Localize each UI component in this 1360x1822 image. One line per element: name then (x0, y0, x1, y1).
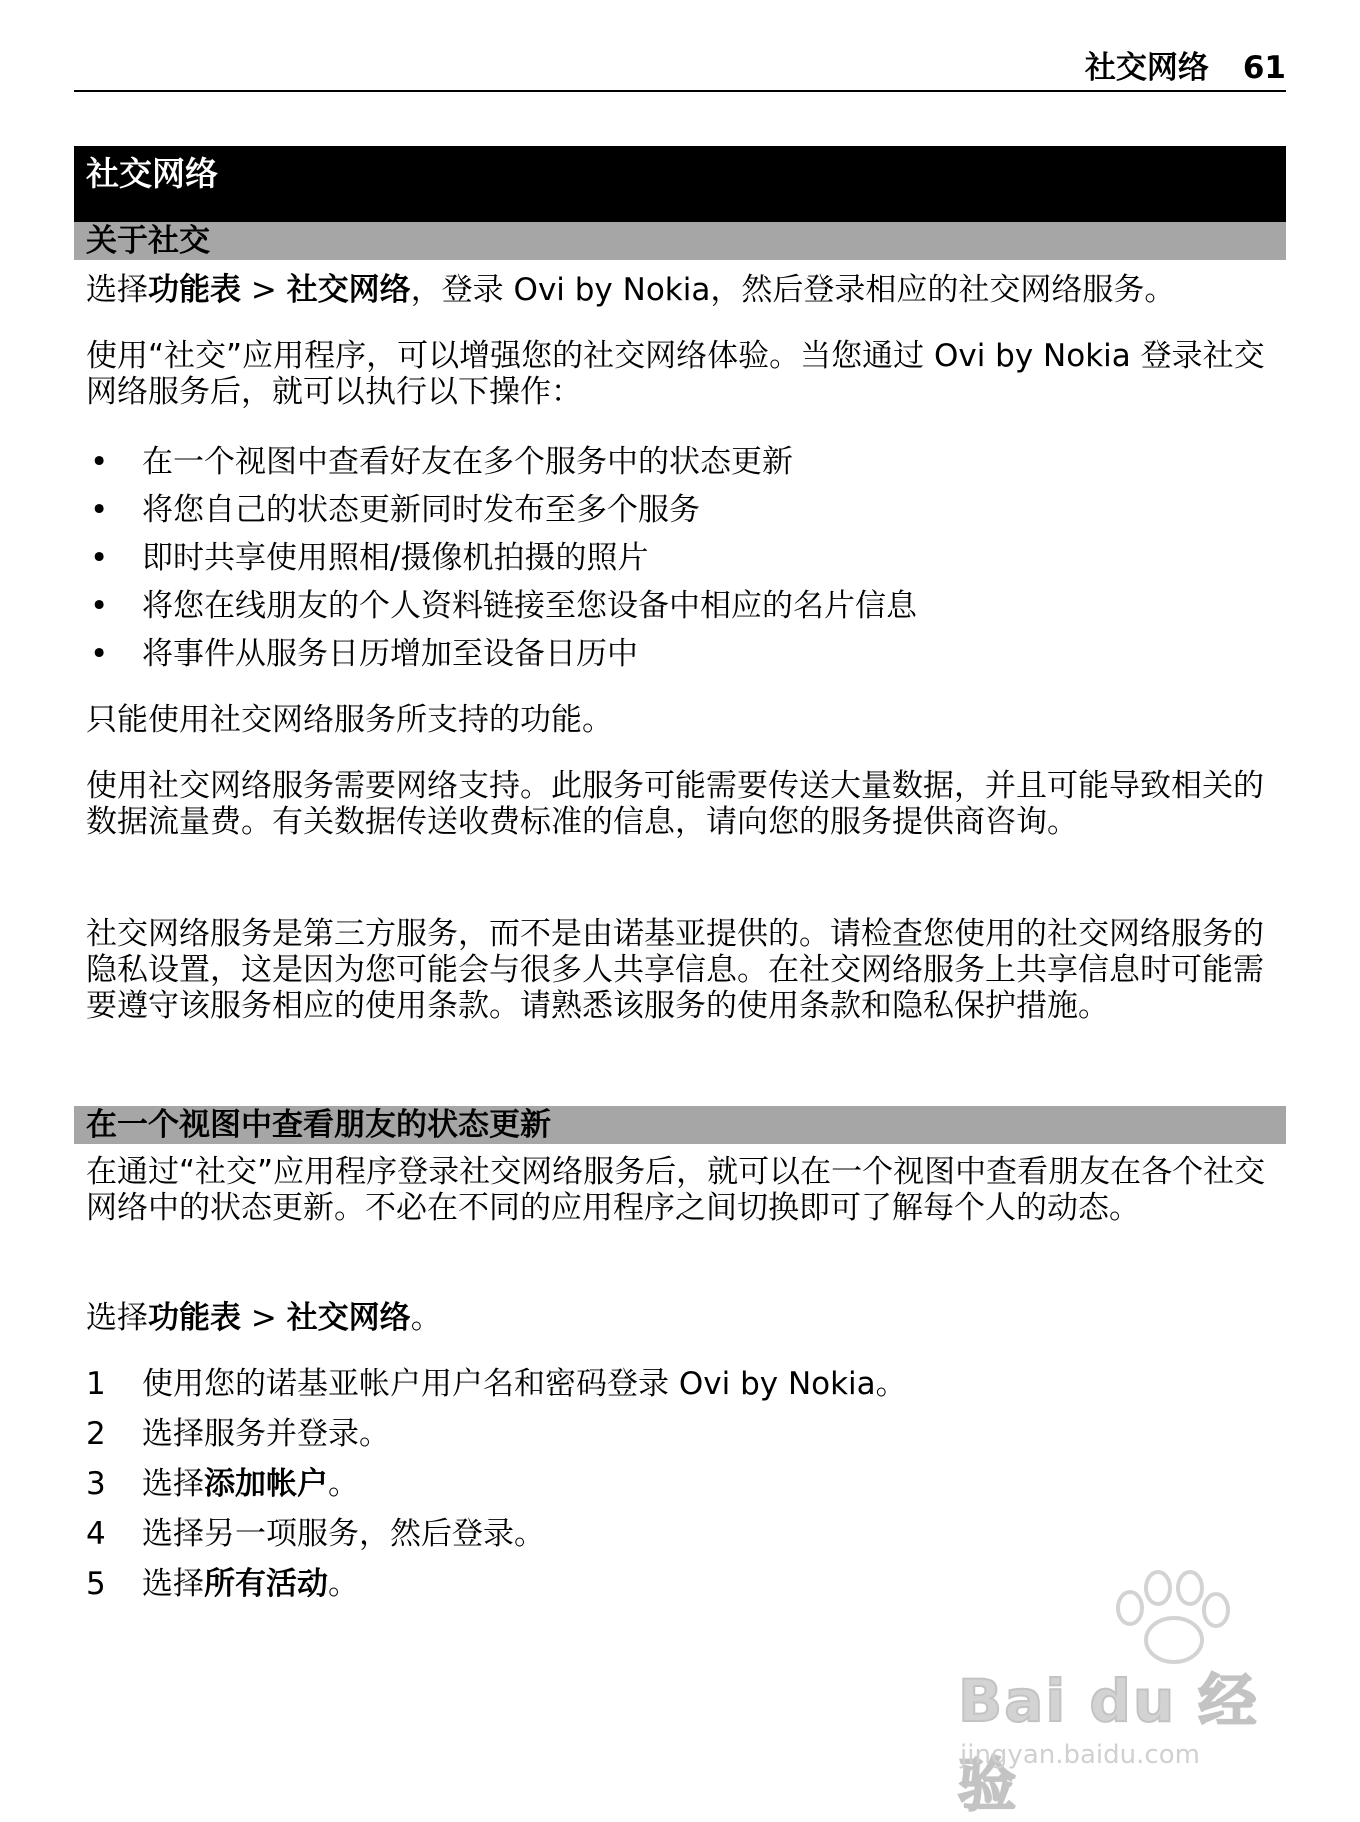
section-heading-status: 在一个视图中查看朋友的状态更新 (74, 1106, 1286, 1144)
paw-icon (1100, 1568, 1240, 1668)
watermark-brand: Bai du 经验 (958, 1667, 1259, 1819)
list-item: • 将您在线朋友的个人资料链接至您设备中相应的名片信息 (90, 588, 917, 624)
text-fragment: 。 (410, 1300, 442, 1336)
menu-path-item: 社交网络 (286, 1300, 411, 1336)
list-item: • 将事件从服务日历增加至设备日历中 (90, 636, 638, 672)
menu-path-menu: 功能表 (148, 272, 241, 308)
step-number: 1 (86, 1366, 106, 1402)
bullet-icon: • (90, 492, 109, 528)
menu-path-arrow: > (241, 272, 287, 308)
bullet-icon: • (90, 588, 109, 624)
menu-path-menu: 功能表 (148, 1300, 241, 1336)
section-heading-about: 关于社交 (74, 222, 1286, 260)
step-item: 2 选择服务并登录。 (86, 1416, 390, 1452)
step-number: 3 (86, 1466, 106, 1502)
menu-path-item: 社交网络 (286, 272, 411, 308)
running-header (74, 44, 1286, 92)
list-item: • 在一个视图中查看好友在多个服务中的状态更新 (90, 444, 793, 480)
header-title: 社交网络 (1084, 50, 1209, 86)
text-fragment: 选择 (86, 1300, 148, 1336)
about-paragraph-5: 社交网络服务是第三方服务，而不是由诺基亚提供的。请检查您使用的社交网络服务的隐私设置，这是因为您可能会与很多人共享信息。在社交网络服务上共享信息时可能需要遵守该服务相应的使用条款。请熟悉该服务的使用条款和隐私保护措施。 (86, 916, 1264, 1024)
text-fragment: 选择 (86, 272, 148, 308)
about-paragraph-4: 使用社交网络服务需要网络支持。此服务可能需要传送大量数据，并且可能导致相关的数据流量费。有关数据传送收费标准的信息，请向您的服务提供商咨询。 (86, 768, 1264, 840)
bullet-icon: • (90, 444, 109, 480)
about-paragraph-1 (86, 272, 1286, 308)
about-paragraph-3: 只能使用社交网络服务所支持的功能。 (86, 702, 613, 738)
about-paragraph-2: 使用“社交”应用程序，可以增强您的社交网络体验。当您通过 Ovi by Nokia 登录社交网络服务后，就可以执行以下操作： (86, 338, 1265, 410)
step-item: 5 选择所有活动。 (86, 1566, 359, 1602)
status-paragraph-2 (86, 1300, 1286, 1336)
step-item: 4 选择另一项服务，然后登录。 (86, 1516, 545, 1552)
step-item: 1 使用您的诺基亚帐户用户名和密码登录 Ovi by Nokia。 (86, 1366, 907, 1402)
list-item: • 即时共享使用照相/摄像机拍摄的照片 (90, 540, 649, 576)
watermark-url: jingyan.baidu.com (960, 1740, 1200, 1770)
baidu-watermark (950, 1568, 1270, 1819)
feature-list (86, 444, 1286, 684)
list-item: • 将您自己的状态更新同时发布至多个服务 (90, 492, 700, 528)
bullet-icon: • (90, 636, 109, 672)
status-paragraph-1: 在通过“社交”应用程序登录社交网络服务后，就可以在一个视图中查看朋友在各个社交网络中的状态更新。不必在不同的应用程序之间切换即可了解每个人的动态。 (86, 1154, 1266, 1226)
step-number: 2 (86, 1416, 106, 1452)
step-number: 4 (86, 1516, 106, 1552)
step-item: 3 选择添加帐户。 (86, 1466, 359, 1502)
text-fragment: ，登录 Ovi by Nokia，然后登录相应的社交网络服务。 (410, 272, 1176, 308)
step-number: 5 (86, 1566, 106, 1602)
menu-path-arrow: > (241, 1300, 287, 1336)
bullet-icon: • (90, 540, 109, 576)
chapter-title: 社交网络 (74, 146, 1286, 222)
page-number: 61 (1242, 50, 1286, 86)
